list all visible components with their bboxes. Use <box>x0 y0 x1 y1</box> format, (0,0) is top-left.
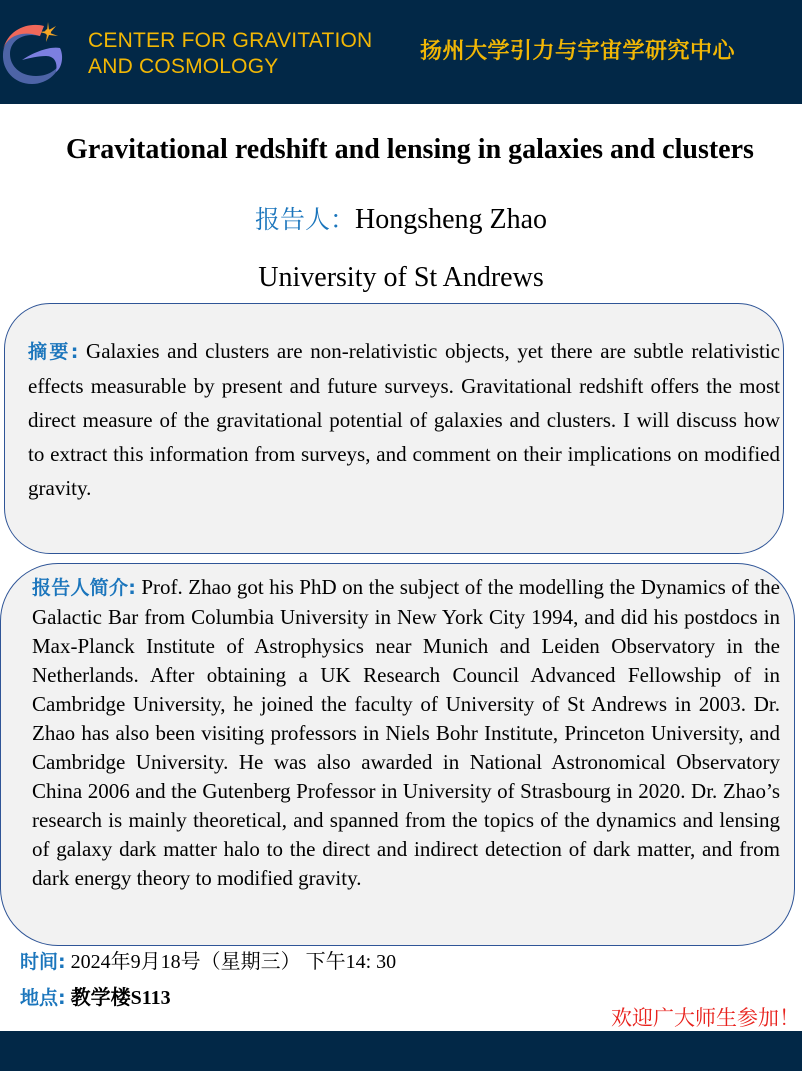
footer-banner <box>0 1031 802 1071</box>
time-value: 2024年9月18号（星期三） 下午14: 30 <box>70 951 397 973</box>
bio-label: 报告人简介: <box>32 577 136 599</box>
speaker-line <box>0 202 802 238</box>
center-name-cn: 扬州大学引力与宇宙学研究中心 <box>420 38 736 64</box>
bio-text: Prof. Zhao got his PhD on the subject of the modelling the Dynamics of the Galactic Bar from Columbia University in New York City 1994, and did his postdocs in Max-Planck Institute of Astrophysics near Munich and Leiden Observatory in the Netherlands. After obtaining a UK Research Council Advanced Fellowship of in Cambridge University, he joined the faculty of University of St Andrews in 2003. Dr. Zhao has also been visiting professors in Niels Bohr Institute, Princeton University, and Cambridge University. He was also awarded in National Astronomical Observatory China 2006 and the Gutenberg Professor in University of Strasbourg in 2020. Dr. Zhao’s research is mainly theoretical, and spanned from the topics of the dynamics and lensing of galaxy dark matter halo to the direct and indirect detection of dark matter, and from dark energy theory to modified gravity. <box>32 575 780 890</box>
cgc-logo-icon <box>0 10 72 90</box>
abstract-text: Galaxies and clusters are non-relativistic objects, yet there are subtle relativistic effects measurable by present and future surveys. Gravitational redshift offers the most direct measure of the gravitational potential of galaxies and clusters. I will discuss how to extract this information from surveys, and comment on their implications on modified gravity. <box>28 339 780 500</box>
place-value: 教学楼S113 <box>70 987 171 1009</box>
place-label: 地点: <box>20 987 66 1009</box>
header-banner <box>0 0 802 104</box>
bio-section <box>32 573 780 893</box>
center-name-en <box>88 28 372 80</box>
welcome-message: 欢迎广大师生参加！ <box>611 1006 800 1030</box>
speaker-affiliation: University of St Andrews <box>258 262 544 293</box>
abstract-section <box>28 334 780 505</box>
talk-title: Gravitational redshift and lensing in galaxies and clusters <box>66 134 754 165</box>
speaker-label: 报告人： <box>254 205 355 234</box>
abstract-label: 摘要: <box>28 341 79 363</box>
event-time <box>20 948 396 976</box>
time-label: 时间: <box>20 951 66 973</box>
event-place <box>20 984 171 1012</box>
center-name-en-line2: AND COSMOLOGY <box>88 55 279 78</box>
speaker-name: Hongsheng Zhao <box>354 204 548 235</box>
center-name-en-line1: CENTER FOR GRAVITATION <box>88 29 373 52</box>
